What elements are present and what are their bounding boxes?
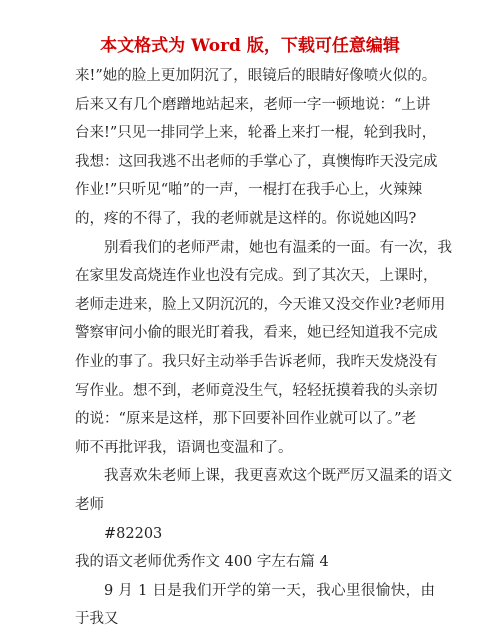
text-line: 老师 xyxy=(75,496,104,513)
text-line: 老师走进来，脸上又阴沉沉的，今天谁又没交作业?老师用 xyxy=(75,296,446,313)
text-line: 别看我们的老师严肃，她也有温柔的一面。有一次，我 xyxy=(104,239,452,256)
document-tag: #82203 xyxy=(104,525,163,542)
text-line: 我想：这回我逃不出老师的手掌心了，真懊悔昨天没完成 xyxy=(75,153,438,170)
text-line: 的说：“原来是这样，那下回要补回作业就可以了。”老 xyxy=(75,411,417,428)
paragraph-p3 xyxy=(75,462,452,519)
text-line: 台来!”只见一排同学上来，轮番上来打一棍，轮到我时， xyxy=(75,125,437,142)
text-line: 警察审问小偷的眼光盯着我，看来，她已经知道我不完成 xyxy=(75,325,438,342)
text-line: 的，疼的不得了，我的老师就是这样的。你说她凶吗? xyxy=(75,210,417,227)
text-line: 来!”她的脸上更加阴沉了，眼镜后的眼睛好像喷火似的。 xyxy=(75,68,437,84)
text-line: 后来又有几个磨蹭地站起来，老师一字一顿地说：“上讲 xyxy=(75,96,431,113)
article-title: 我的语文老师优秀作文 400 字左右篇 4 xyxy=(75,554,329,571)
text-line: 写作业。想不到，老师竟没生气，轻轻抚摸着我的头亲切 xyxy=(75,382,438,399)
paragraph-start: 9 月 1 日是我们开学的第一天，我心里很愉快，由于我又 xyxy=(75,582,435,628)
text-line: 作业的事了。我只好主动举手告诉老师，我昨天发烧没有 xyxy=(75,353,438,370)
text-line: 作业!”只听见“啪”的一声，一棍打在我手心上，火辣辣 xyxy=(75,182,423,199)
document-body xyxy=(75,62,452,634)
paragraph-p2 xyxy=(75,234,452,463)
text-line: 师不再批评我，语调也变温和了。 xyxy=(75,439,293,456)
text-line: 我喜欢朱老师上课，我更喜欢这个既严厉又温柔的语文 xyxy=(104,468,452,485)
document-banner: 本文格式为 Word 版，下载可任意编辑 xyxy=(100,36,400,56)
text-line: 在家里发高烧连作业也没有完成。到了其次天，上课时， xyxy=(75,268,438,285)
paragraph-p1 xyxy=(75,62,438,234)
